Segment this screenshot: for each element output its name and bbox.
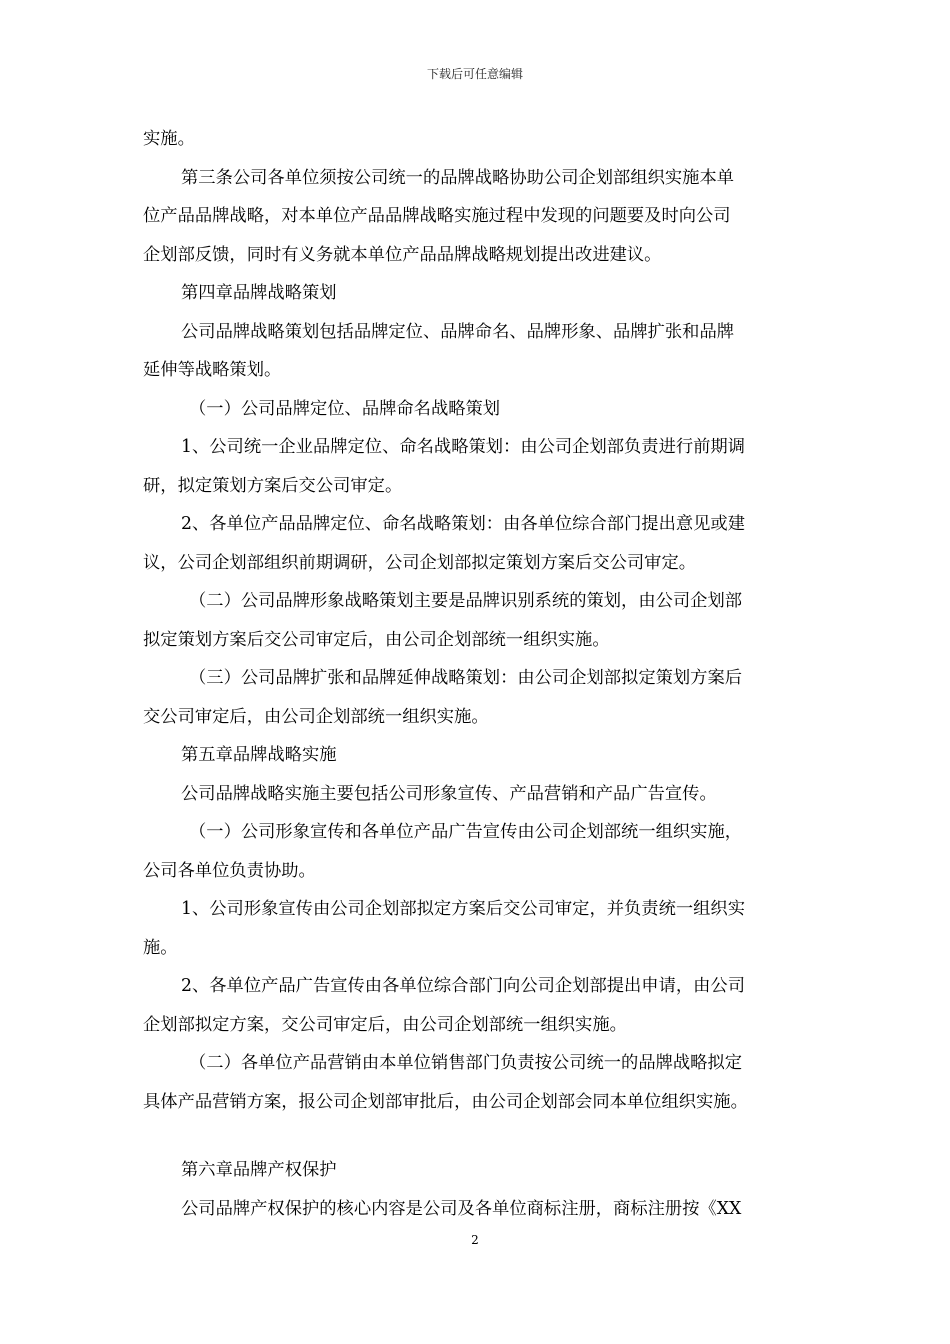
paragraph-line: 1、公司统一企业品牌定位、命名战略策划：由公司企划部负责进行前期调 bbox=[181, 437, 745, 457]
paragraph-line: 2、各单位产品品牌定位、命名战略策划：由各单位综合部门提出意见或建 bbox=[181, 514, 745, 534]
page-header: 下载后可任意编辑 bbox=[426, 67, 523, 81]
paragraph-line: 1、公司形象宣传由公司企划部拟定方案后交公司审定，并负责统一组织实 bbox=[181, 899, 745, 919]
paragraph-line: 具体产品营销方案，报公司企划部审批后，由公司企划部会同本单位组织实施。 bbox=[143, 1091, 748, 1112]
paragraph-line: 公司品牌战略策划包括品牌定位、品牌命名、品牌形象、品牌扩张和品牌 bbox=[181, 321, 735, 342]
paragraph-line: 施。 bbox=[143, 937, 178, 958]
paragraph-line: 研，拟定策划方案后交公司审定。 bbox=[143, 475, 403, 496]
paragraph-line: 交公司审定后，由公司企划部统一组织实施。 bbox=[143, 706, 489, 727]
section-heading: （一）公司品牌定位、品牌命名战略策划 bbox=[189, 398, 501, 419]
paragraph-line: 公司各单位负责协助。 bbox=[143, 860, 316, 881]
page-number: 2 bbox=[471, 1233, 479, 1247]
paragraph-line: 企划部拟定方案，交公司审定后，由公司企划部统一组织实施。 bbox=[143, 1014, 627, 1035]
paragraph-line: 公司品牌战略实施主要包括公司形象宣传、产品营销和产品广告宣传。 bbox=[181, 783, 717, 804]
paragraph-line: 延伸等战略策划。 bbox=[143, 360, 282, 380]
paragraph-line: 位产品品牌战略，对本单位产品品牌战略实施过程中发现的问题要及时向公司 bbox=[143, 206, 731, 226]
paragraph-line: 议，公司企划部组织前期调研，公司企划部拟定策划方案后交公司审定。 bbox=[143, 552, 697, 573]
paragraph-line: （一）公司形象宣传和各单位产品广告宣传由公司企划部统一组织实施， bbox=[189, 822, 743, 842]
paragraph-line: 第三条公司各单位须按公司统一的品牌战略协助公司企划部组织实施本单 bbox=[181, 167, 735, 188]
chapter-heading: 第五章品牌战略实施 bbox=[181, 745, 337, 765]
paragraph-line: 企划部反馈，同时有义务就本单位产品品牌战略规划提出改进建议。 bbox=[143, 244, 662, 265]
document-body bbox=[143, 120, 815, 1228]
paragraph-line: 公司品牌产权保护的核心内容是公司及各单位商标注册，商标注册按《XX bbox=[181, 1198, 742, 1219]
paragraph-line: 实施。 bbox=[143, 129, 195, 149]
paragraph-line: （二）公司品牌形象战略策划主要是品牌识别系统的策划，由公司企划部 bbox=[189, 591, 743, 611]
paragraph-line: 拟定策划方案后交公司审定后，由公司企划部统一组织实施。 bbox=[143, 629, 610, 650]
paragraph-line: 2、各单位产品广告宣传由各单位综合部门向公司企划部提出申请，由公司 bbox=[181, 976, 745, 996]
paragraph-line: （二）各单位产品营销由本单位销售部门负责按公司统一的品牌战略拟定 bbox=[189, 1053, 743, 1073]
chapter-heading: 第四章品牌战略策划 bbox=[181, 283, 337, 303]
paragraph-line: （三）公司品牌扩张和品牌延伸战略策划：由公司企划部拟定策划方案后 bbox=[189, 668, 743, 688]
chapter-heading: 第六章品牌产权保护 bbox=[181, 1160, 337, 1180]
paragraph-gap bbox=[143, 1121, 815, 1151]
